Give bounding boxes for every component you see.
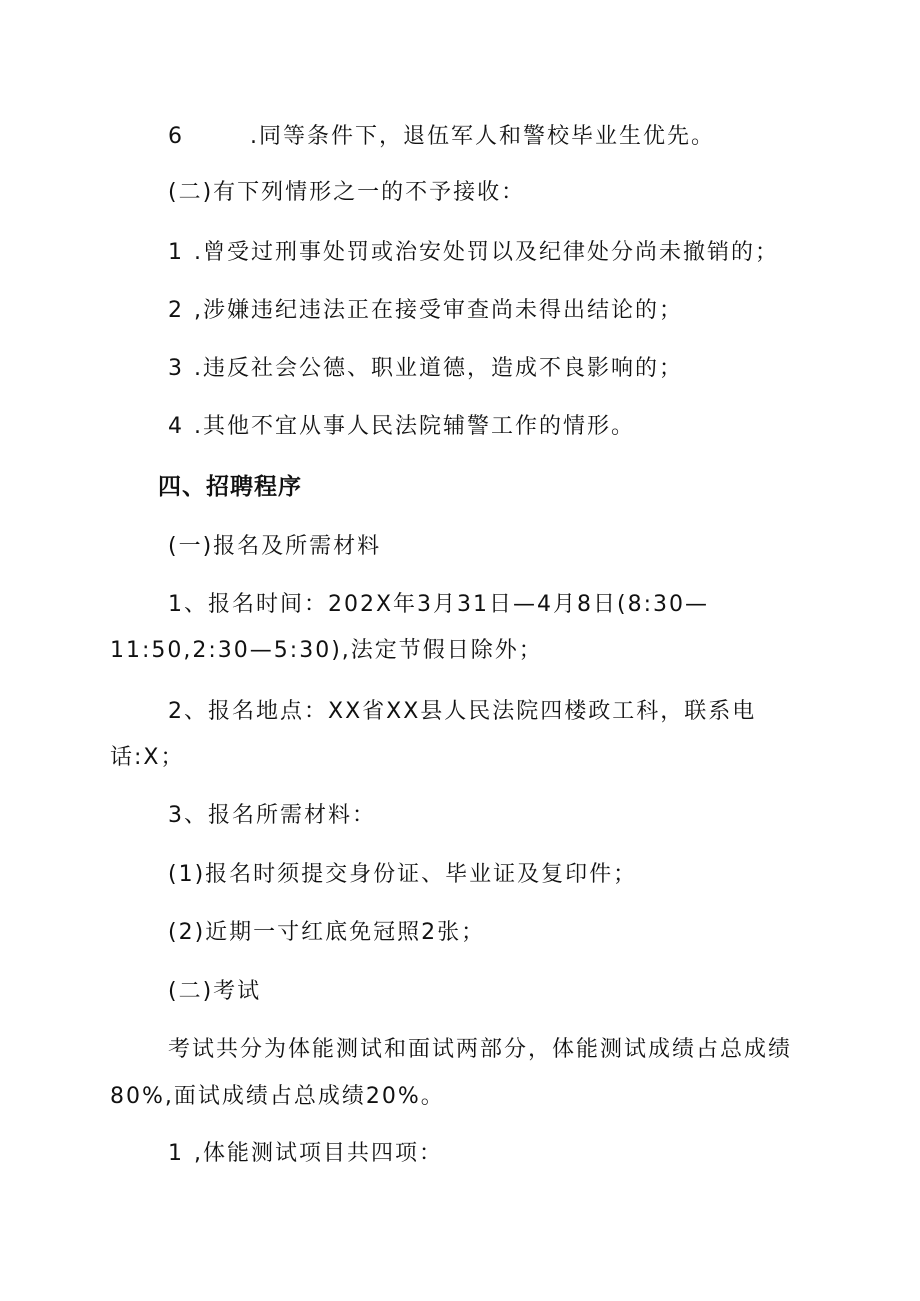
item-number: 4	[168, 414, 184, 439]
item-number: 6	[168, 124, 184, 149]
item-text: ,体能测试项目共四项：	[194, 1141, 443, 1166]
exclusion-item-1	[168, 238, 779, 268]
registration-time-continued: 11:50,2:30—5:30),法定节假日除外；	[110, 638, 543, 663]
material-item-2: (2)近期一寸红底免冠照2张；	[168, 920, 486, 945]
registration-location-continued: 话:X；	[110, 745, 185, 770]
section-heading-recruitment-procedure: 四、招聘程序	[158, 474, 302, 500]
subsection-title-registration: (一)报名及所需材料	[168, 534, 382, 559]
exclusion-item-4	[168, 412, 635, 442]
exclusion-item-3	[168, 354, 683, 384]
item-text: .违反社会公德、职业道德，造成不良影响的；	[194, 356, 683, 381]
condition-item-6	[168, 122, 715, 152]
registration-materials: 3、报名所需材料：	[168, 803, 376, 828]
item-text: .曾受过刑事处罚或治安处罚以及纪律处分尚未撤销的；	[194, 240, 779, 265]
registration-time: 1、报名时间：202X年3月31日—4月8日(8:30—	[168, 592, 710, 617]
item-number: 1	[168, 1141, 184, 1166]
exclusion-item-2	[168, 296, 683, 326]
fitness-test-item-1	[168, 1139, 443, 1169]
material-item-1: (1)报名时须提交身份证、毕业证及复印件；	[168, 862, 638, 887]
subsection-title-exam: (二)考试	[168, 979, 262, 1004]
item-text: ,涉嫌违纪违法正在接受审查尚未得出结论的；	[194, 298, 683, 323]
item-text: .其他不宜从事人民法院辅警工作的情形。	[194, 414, 635, 439]
item-number: 3	[168, 356, 184, 381]
item-number: 1	[168, 240, 184, 265]
registration-location: 2、报名地点：XX省XX县人民法院四楼政工科，联系电	[168, 699, 757, 724]
item-text: .同等条件下，退伍军人和警校毕业生优先。	[250, 124, 715, 149]
exam-description: 考试共分为体能测试和面试两部分，体能测试成绩占总成绩	[168, 1037, 793, 1062]
subsection-title-exclusions: (二)有下列情形之一的不予接收：	[168, 180, 526, 205]
item-number: 2	[168, 298, 184, 323]
exam-description-continued: 80%,面试成绩占总成绩20%。	[110, 1084, 445, 1109]
